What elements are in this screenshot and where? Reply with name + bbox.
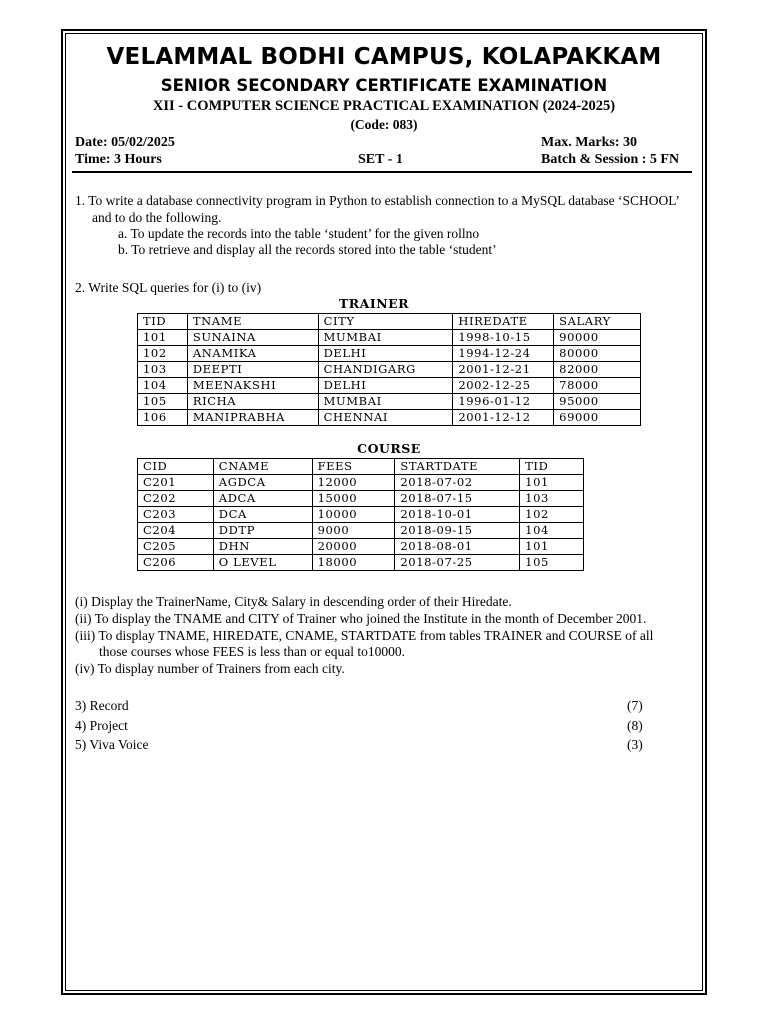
course-header-cell: CNAME — [213, 459, 312, 475]
table-row — [138, 475, 584, 491]
trainer-cell: DEEPTI — [187, 362, 318, 378]
course-cell: C203 — [138, 507, 214, 523]
course-cell: C205 — [138, 539, 214, 555]
course-cell: 103 — [520, 491, 584, 507]
sub-question-iv: (iv) To display number of Trainers from each city. — [75, 661, 345, 676]
mark-item-viva-value: (3) — [627, 737, 643, 752]
trainer-table-caption: TRAINER — [338, 296, 410, 311]
trainer-cell: 2001-12-21 — [453, 362, 554, 378]
trainer-cell: 1994-12-24 — [453, 346, 554, 362]
course-cell: 20000 — [312, 539, 395, 555]
mark-item-project-label: 4) Project — [75, 718, 128, 733]
trainer-cell: 106 — [138, 410, 188, 426]
trainer-cell: CHANDIGARG — [318, 362, 453, 378]
course-cell: C201 — [138, 475, 214, 491]
trainer-cell: SUNAINA — [187, 330, 318, 346]
course-table — [137, 458, 584, 571]
subject-title: XII - COMPUTER SCIENCE PRACTICAL EXAMINATION (2024-2025) — [152, 98, 616, 114]
course-cell: 10000 — [312, 507, 395, 523]
trainer-cell: CHENNAI — [318, 410, 453, 426]
trainer-cell: 78000 — [554, 378, 641, 394]
subject-code: (Code: 083) — [350, 117, 418, 132]
mark-item-record-value: (7) — [627, 698, 643, 713]
course-cell: 101 — [520, 475, 584, 491]
set-number: SET - 1 — [358, 152, 403, 167]
table-row — [138, 378, 641, 394]
exam-time: Time: 3 Hours — [75, 152, 162, 167]
course-cell: ADCA — [213, 491, 312, 507]
course-cell: O LEVEL — [213, 555, 312, 571]
course-cell: C204 — [138, 523, 214, 539]
sub-question-iii-line-2: those courses whose FEES is less than or equal to10000. — [99, 644, 405, 659]
trainer-cell: 95000 — [554, 394, 641, 410]
course-header-cell: CID — [138, 459, 214, 475]
course-header-cell: STARTDATE — [395, 459, 520, 475]
trainer-cell: MUMBAI — [318, 394, 453, 410]
course-table-caption: COURSE — [357, 441, 421, 456]
exam-date: Date: 05/02/2025 — [75, 135, 175, 150]
course-cell: 9000 — [312, 523, 395, 539]
course-header-cell: TID — [520, 459, 584, 475]
trainer-cell: 1998-10-15 — [453, 330, 554, 346]
course-cell: 102 — [520, 507, 584, 523]
trainer-cell: 1996-01-12 — [453, 394, 554, 410]
course-cell: 105 — [520, 555, 584, 571]
sub-question-ii: (ii) To display the TNAME and CITY of Trainer who joined the Institute in the month of December 2001. — [75, 611, 647, 626]
course-cell: 2018-07-15 — [395, 491, 520, 507]
question-1-line-1: 1. To write a database connectivity program in Python to establish connection to a MySQL database ‘SCHOOL’ — [75, 193, 680, 208]
trainer-cell: 104 — [138, 378, 188, 394]
trainer-cell: ANAMIKA — [187, 346, 318, 362]
table-row — [138, 523, 584, 539]
course-cell: 2018-08-01 — [395, 539, 520, 555]
question-1-line-2: and to do the following. — [92, 210, 222, 225]
trainer-cell: MEENAKSHI — [187, 378, 318, 394]
course-cell: AGDCA — [213, 475, 312, 491]
table-row — [138, 330, 641, 346]
question-1-part-a: a. To update the records into the table ‘student’ for the given rollno — [118, 226, 480, 241]
course-cell: C206 — [138, 555, 214, 571]
course-cell: C202 — [138, 491, 214, 507]
batch-session: Batch & Session : 5 FN — [541, 152, 680, 167]
trainer-cell: MANIPRABHA — [187, 410, 318, 426]
sub-question-iii-line-1: (iii) To display TNAME, HIREDATE, CNAME, STARTDATE from tables TRAINER and COURSE of all — [75, 628, 654, 643]
trainer-cell: 2002-12-25 — [453, 378, 554, 394]
trainer-header-cell: SALARY — [554, 314, 641, 330]
trainer-header-cell: HIREDATE — [453, 314, 554, 330]
table-row — [138, 539, 584, 555]
trainer-cell: DELHI — [318, 346, 453, 362]
trainer-cell: 80000 — [554, 346, 641, 362]
course-cell: 104 — [520, 523, 584, 539]
course-cell: 101 — [520, 539, 584, 555]
school-name: VELAMMAL BODHI CAMPUS, KOLAPAKKAM — [106, 44, 662, 70]
header-divider — [72, 171, 692, 173]
trainer-cell: 102 — [138, 346, 188, 362]
trainer-cell: 103 — [138, 362, 188, 378]
trainer-header-cell: TID — [138, 314, 188, 330]
trainer-cell: DELHI — [318, 378, 453, 394]
table-row — [138, 394, 641, 410]
mark-item-viva-label: 5) Viva Voice — [75, 737, 149, 752]
course-cell: 2018-07-02 — [395, 475, 520, 491]
course-cell: 2018-09-15 — [395, 523, 520, 539]
exam-title: SENIOR SECONDARY CERTIFICATE EXAMINATION — [160, 76, 608, 95]
mark-item-record-label: 3) Record — [75, 698, 129, 713]
table-row — [138, 410, 641, 426]
course-cell: DDTP — [213, 523, 312, 539]
trainer-table — [137, 313, 641, 426]
course-header-cell: FEES — [312, 459, 395, 475]
course-cell: DCA — [213, 507, 312, 523]
question-1-part-b: b. To retrieve and display all the records stored into the table ‘student’ — [118, 242, 497, 257]
trainer-cell: 90000 — [554, 330, 641, 346]
trainer-cell: 101 — [138, 330, 188, 346]
course-cell: DHN — [213, 539, 312, 555]
trainer-cell: 82000 — [554, 362, 641, 378]
table-row — [138, 507, 584, 523]
sub-question-i: (i) Display the TrainerName, City& Salary in descending order of their Hiredate. — [75, 594, 512, 609]
course-cell: 2018-10-01 — [395, 507, 520, 523]
mark-item-project-value: (8) — [627, 718, 643, 733]
course-header-row — [138, 459, 584, 475]
trainer-cell: MUMBAI — [318, 330, 453, 346]
course-cell: 18000 — [312, 555, 395, 571]
trainer-cell: RICHA — [187, 394, 318, 410]
trainer-cell: 105 — [138, 394, 188, 410]
trainer-header-cell: TNAME — [187, 314, 318, 330]
course-cell: 2018-07-25 — [395, 555, 520, 571]
table-row — [138, 346, 641, 362]
question-2-title: 2. Write SQL queries for (i) to (iv) — [75, 280, 262, 295]
max-marks: Max. Marks: 30 — [541, 135, 638, 150]
trainer-cell: 69000 — [554, 410, 641, 426]
trainer-header-cell: CITY — [318, 314, 453, 330]
table-row — [138, 491, 584, 507]
trainer-cell: 2001-12-12 — [453, 410, 554, 426]
course-cell: 12000 — [312, 475, 395, 491]
course-cell: 15000 — [312, 491, 395, 507]
trainer-header-row — [138, 314, 641, 330]
table-row — [138, 555, 584, 571]
table-row — [138, 362, 641, 378]
